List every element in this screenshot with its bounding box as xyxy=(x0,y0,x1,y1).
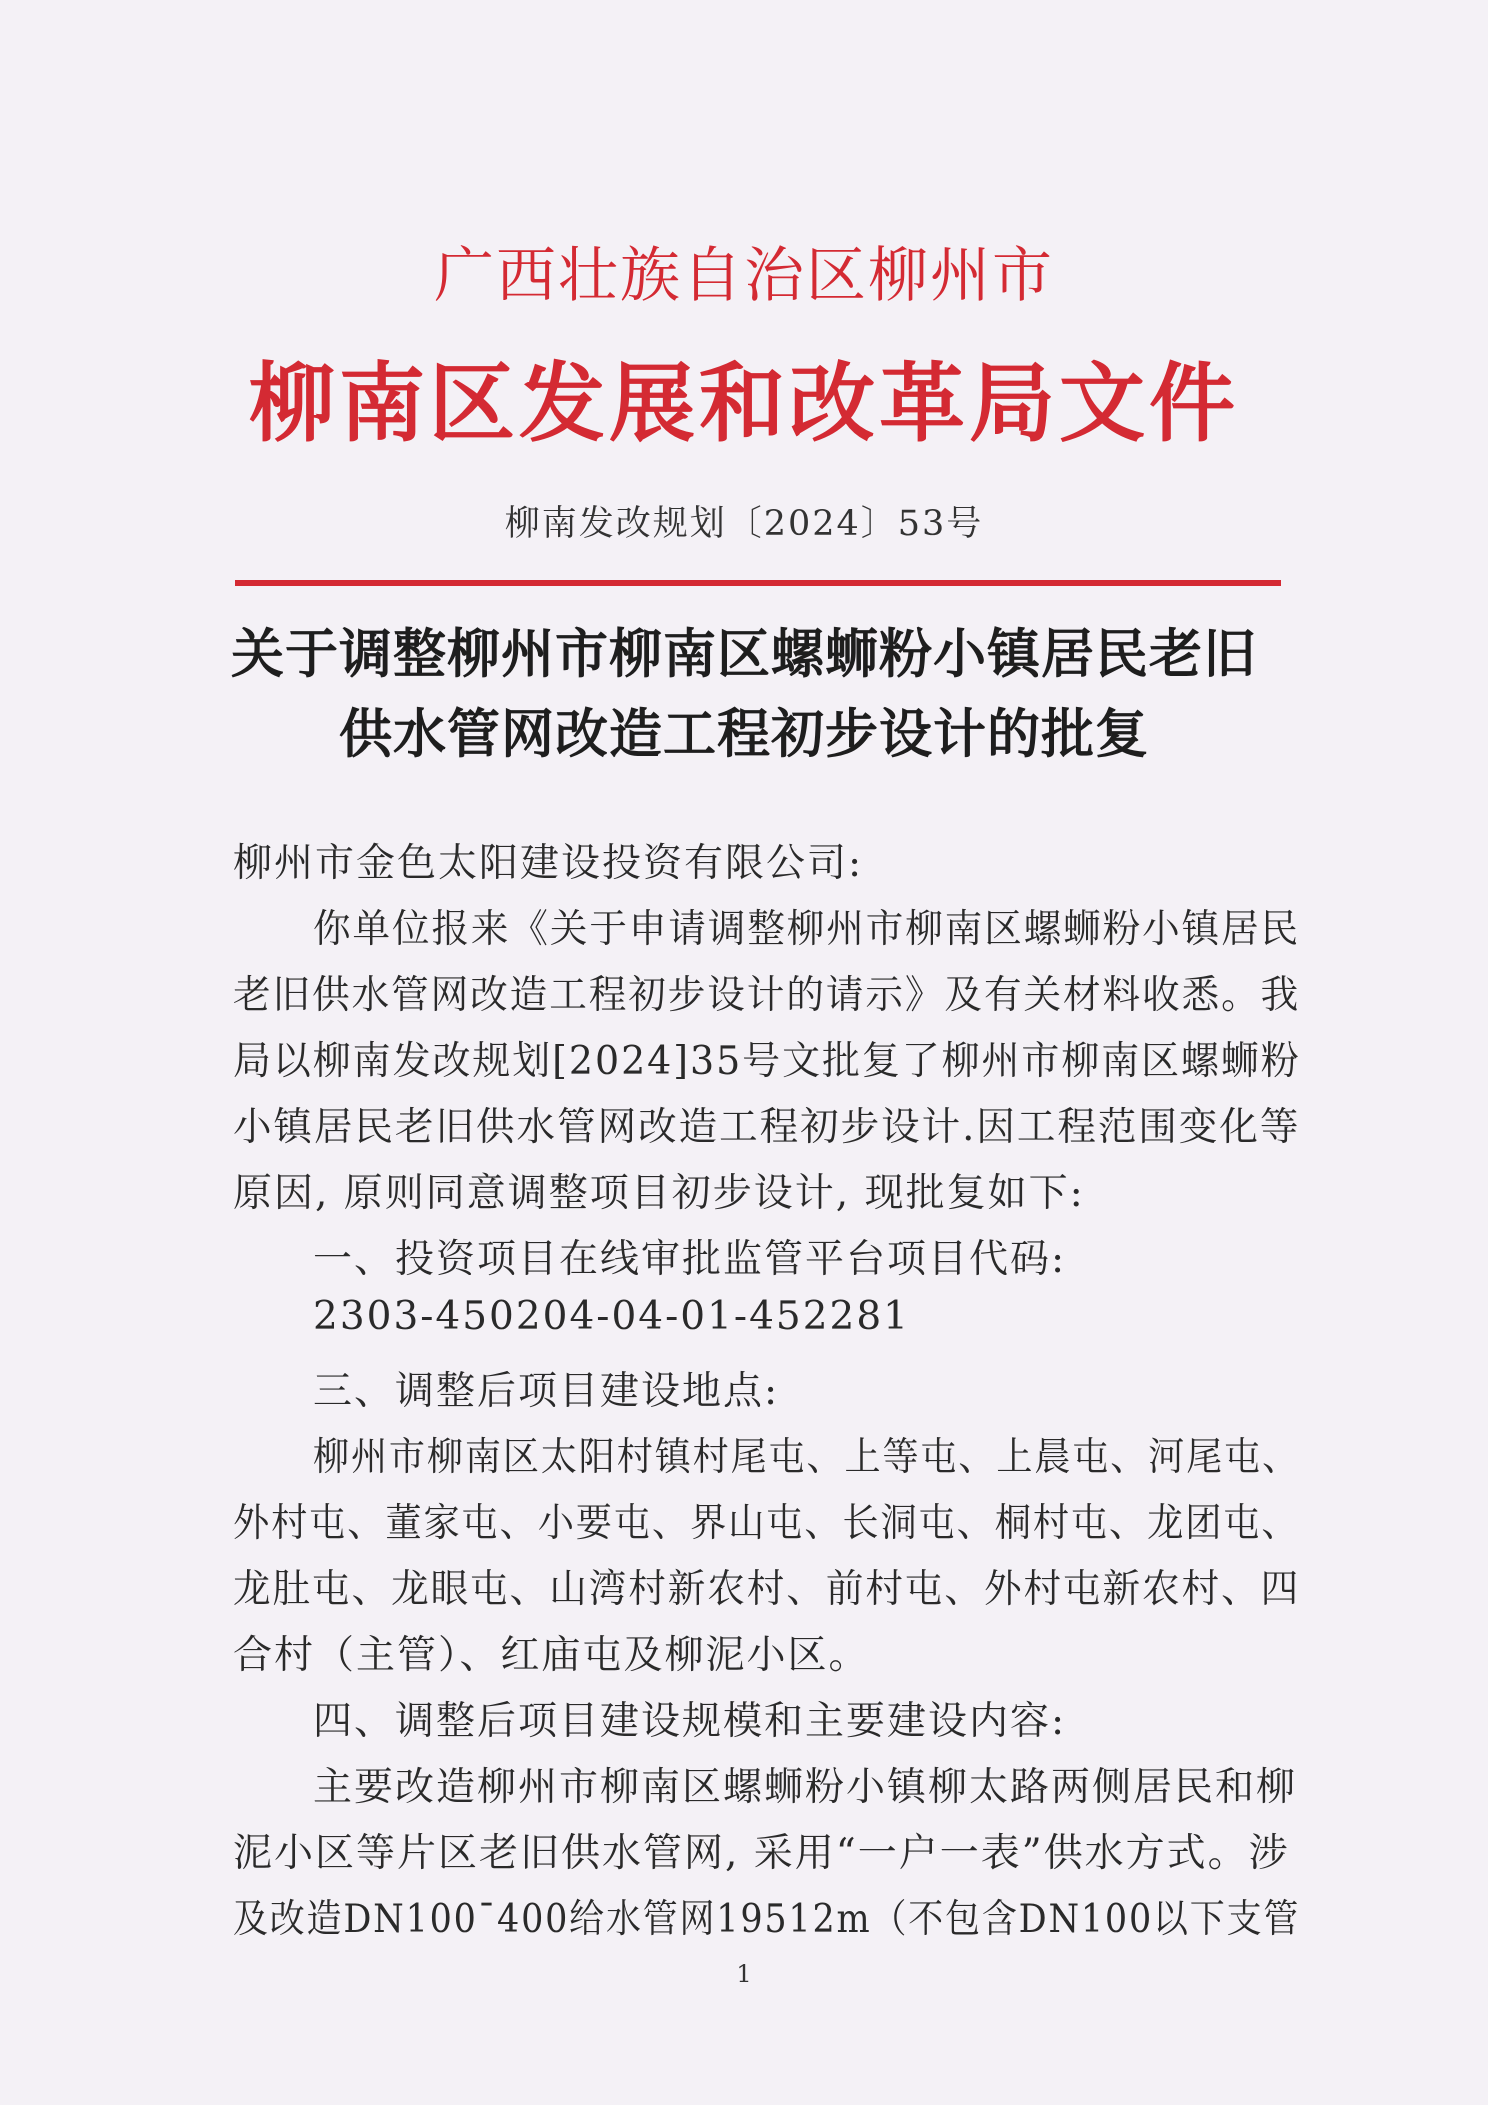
body-line: 你单位报来《关于申请调整柳州市柳南区螺蛳粉小镇居民 xyxy=(313,907,1301,952)
issuer-region: 广西壮族自治区柳州市 xyxy=(434,241,1054,311)
body-line: 龙肚屯、龙眼屯、山湾村新农村、前村屯、外村屯新农村、四 xyxy=(233,1567,1301,1612)
body-line: 外村屯、董家屯、小要屯、界山屯、长洞屯、桐村屯、龙团屯、 xyxy=(233,1501,1300,1546)
body-line: 局以柳南发改规划[2024]35号文批复了柳州市柳南区螺蛳粉 xyxy=(233,1039,1301,1084)
section-heading: 一、投资项目在线审批监管平台项目代码: xyxy=(313,1237,1067,1282)
page-number: 1 xyxy=(736,1960,752,1988)
section-heading: 三、调整后项目建设地点: xyxy=(313,1369,780,1414)
body-line: 主要改造柳州市柳南区螺蛳粉小镇柳太路两侧居民和柳 xyxy=(313,1765,1298,1810)
body-line: 老旧供水管网改造工程初步设计的请示》及有关材料收悉。我 xyxy=(233,973,1301,1018)
document-number: 柳南发改规划〔2024〕53号 xyxy=(504,504,984,544)
document-title-line-1: 关于调整柳州市柳南区螺蛳粉小镇居民老旧 xyxy=(231,623,1257,685)
document-title-line-2: 供水管网改造工程初步设计的批复 xyxy=(339,703,1149,765)
project-code: 2303-450204-04-01-452281 xyxy=(313,1294,910,1339)
addressee: 柳州市金色太阳建设投资有限公司: xyxy=(233,841,864,886)
issuer-title: 柳南区发展和改革局文件 xyxy=(249,354,1239,454)
body-line: 小镇居民老旧供水管网改造工程初步设计.因工程范围变化等 xyxy=(233,1105,1301,1150)
body-line: 原因, 原则同意调整项目初步设计, 现批复如下: xyxy=(233,1171,1085,1216)
body-line: 泥小区等片区老旧供水管网, 采用“一户一表”供水方式。涉 xyxy=(233,1831,1290,1876)
red-divider-line xyxy=(235,580,1281,586)
body-line: 柳州市柳南区太阳村镇村尾屯、上等屯、上晨屯、河尾屯、 xyxy=(313,1435,1301,1480)
body-line: 合村（主管）、红庙屯及柳泥小区。 xyxy=(233,1633,870,1678)
section-heading: 四、调整后项目建设规模和主要建设内容: xyxy=(313,1699,1067,1744)
body-line: 及改造DN100¯400给水管网19512m（不包含DN100以下支管 xyxy=(233,1897,1301,1942)
